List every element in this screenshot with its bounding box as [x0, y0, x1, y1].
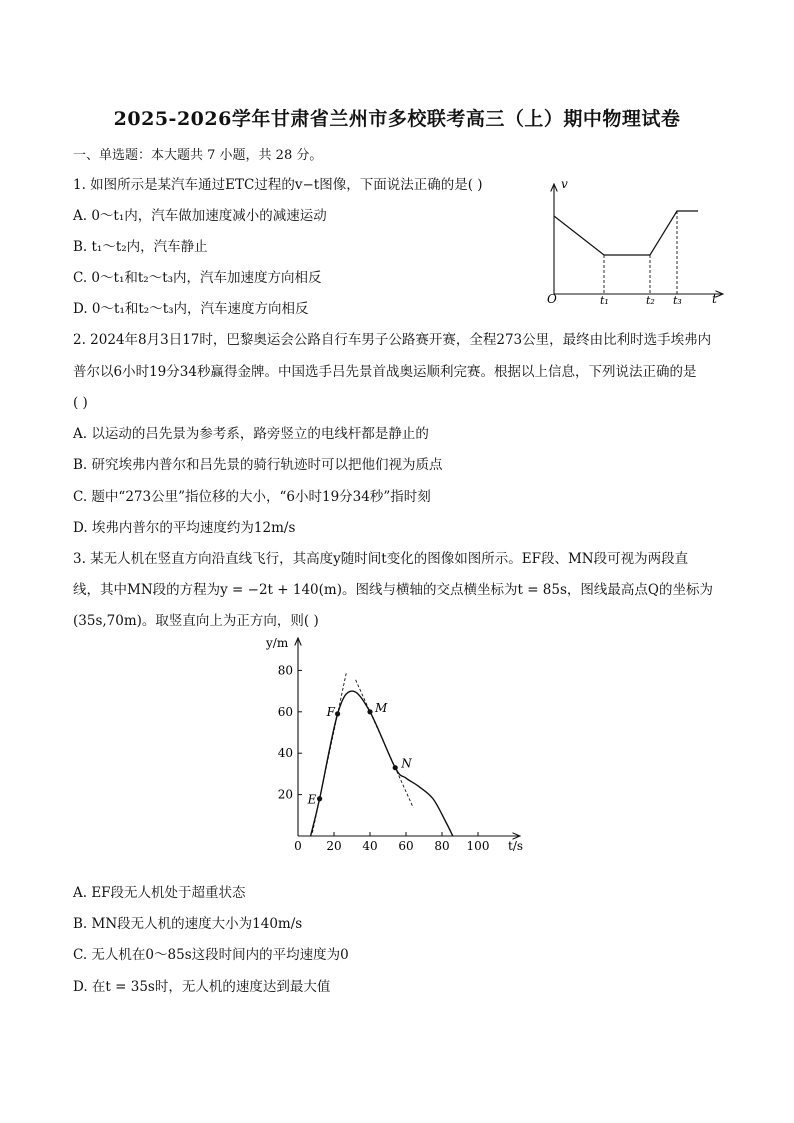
q1-y-axis-label: v [561, 177, 568, 191]
mn-dashed-extension [356, 680, 414, 808]
point-label-N: N [401, 756, 412, 771]
x-tick-label: 20 [326, 839, 342, 853]
q1-t1-label: t₁ [600, 294, 609, 307]
x-axis-label: t/s [508, 839, 524, 853]
x-tick-label: 40 [362, 839, 378, 853]
q1-origin-label: O [547, 292, 557, 306]
q3-height-time-chart [258, 630, 538, 860]
x-tick-label: 80 [434, 839, 450, 853]
q2-stem-line2: 普尔以6小时19分34秒赢得金牌。中国选手吕先景首战奥运顺利完赛。根据以上信息，下列说法正确的是 [73, 364, 697, 380]
q1-option-c: C. 0～t₁和t₂～t₃内，汽车加速度方向相反 [73, 270, 322, 286]
q2-option-c: C. 题中“273公里”指位移的大小，“6小时19分34秒”指时刻 [73, 489, 431, 505]
section-heading: 一、单选题：本大题共 7 小题，共 28 分。 [73, 148, 323, 163]
y-axis-label: y/m [266, 636, 289, 650]
q1-t3-label: t₃ [673, 294, 682, 307]
x-tick-label: 60 [398, 839, 414, 853]
x-tick-label: 0 [294, 839, 302, 853]
point-F [335, 711, 340, 716]
y-tick-label: 60 [277, 704, 293, 719]
q3-option-b: B. MN段无人机的速度大小为140m/s [73, 916, 303, 932]
q1-x-axis-label: t [712, 292, 717, 306]
y-tick-label: 20 [277, 787, 293, 802]
q1-vt-curve [554, 211, 698, 255]
q3-stem-line3: (35s,70m)。取竖直向上为正方向，则( ) [73, 613, 319, 629]
q3-stem-line2: 线，其中MN段的方程为y = −2t + 140(m)。图线与横轴的交点横坐标为t = 85s，图线最高点Q的坐标为 [73, 582, 713, 598]
q1-t2-label: t₂ [646, 294, 655, 307]
q3-option-d: D. 在t = 35s时，无人机的速度达到最大值 [73, 979, 331, 995]
q3-option-c: C. 无人机在0～85s这段时间内的平均速度为0 [73, 947, 349, 963]
q2-option-d: D. 埃弗内普尔的平均速度约为12m/s [73, 520, 296, 536]
q1-vt-graph [540, 172, 730, 312]
point-N [393, 765, 398, 770]
q1-option-a: A. 0～t₁内，汽车做加速度减小的减速运动 [73, 208, 327, 224]
q2-stem-line1: 2. 2024年8月3日17时，巴黎奥运会公路自行车男子公路赛开赛，全程273公里，最终由比利时选手埃弗内 [73, 332, 712, 348]
y-tick-label: 80 [277, 663, 293, 678]
q2-stem-line3: ( ) [73, 395, 88, 411]
q1-stem: 1. 如图所示是某汽车通过ETC过程的v−t图像，下面说法正确的是( ) [73, 177, 483, 193]
q3-stem-line1: 3. 某无人机在竖直方向沿直线飞行，其高度y随时间t变化的图像如图所示。EF段、MN段可视为两段直 [73, 551, 689, 567]
point-E [317, 796, 322, 801]
page-title: 2025-2026学年甘肃省兰州市多校联考高三（上）期中物理试卷 [113, 108, 681, 130]
point-label-F: F [326, 704, 335, 719]
point-M [367, 709, 372, 714]
q2-option-b: B. 研究埃弗内普尔和吕先景的骑行轨迹时可以把他们视为质点 [73, 457, 443, 473]
y-tick-label: 40 [277, 746, 293, 761]
point-label-E: E [307, 792, 317, 807]
q1-option-d: D. 0～t₁和t₂～t₃内，汽车速度方向相反 [73, 301, 309, 317]
x-tick-label: 100 [466, 839, 490, 853]
q2-option-a: A. 以运动的吕先景为参考系，路旁竖立的电线杆都是静止的 [73, 426, 429, 442]
q3-option-a: A. EF段无人机处于超重状态 [73, 885, 246, 901]
point-label-M: M [375, 700, 388, 715]
q1-option-b: B. t₁～t₂内，汽车静止 [73, 239, 208, 255]
